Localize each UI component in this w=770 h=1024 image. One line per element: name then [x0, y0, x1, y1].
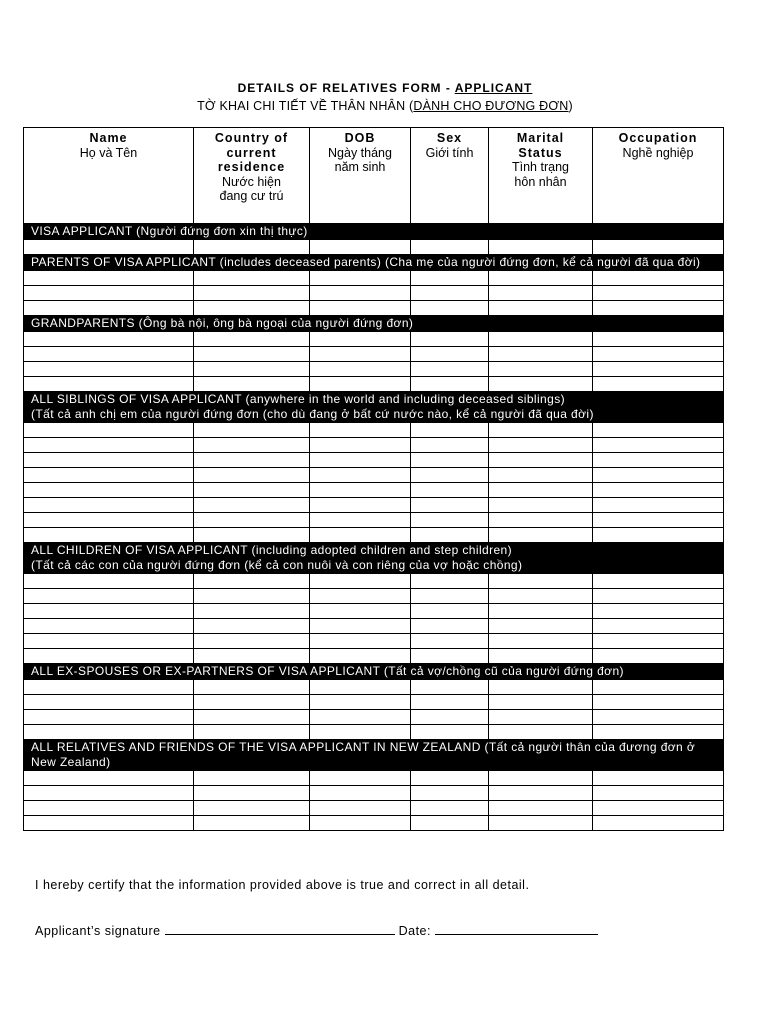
entry-cell[interactable]	[24, 786, 194, 801]
entry-cell[interactable]	[593, 438, 724, 453]
entry-cell[interactable]	[194, 332, 310, 347]
entry-cell[interactable]	[489, 498, 593, 513]
entry-cell[interactable]	[310, 513, 411, 528]
entry-cell[interactable]	[24, 468, 194, 483]
entry-row	[24, 801, 724, 816]
entry-cell[interactable]	[593, 528, 724, 543]
entry-row	[24, 695, 724, 710]
entry-cell[interactable]	[24, 240, 194, 255]
entry-cell[interactable]	[489, 680, 593, 695]
entry-cell[interactable]	[24, 332, 194, 347]
entry-row	[24, 468, 724, 483]
entry-cell[interactable]	[24, 695, 194, 710]
section-header	[24, 543, 724, 574]
section-header-row	[24, 224, 724, 240]
entry-cell[interactable]	[411, 362, 489, 377]
column-header-en: Country of current residence	[214, 131, 289, 174]
entry-cell[interactable]	[593, 286, 724, 301]
entry-cell[interactable]	[310, 604, 411, 619]
entry-cell[interactable]	[310, 771, 411, 786]
entry-cell[interactable]	[24, 574, 194, 589]
entry-cell[interactable]	[194, 710, 310, 725]
entry-cell[interactable]	[489, 589, 593, 604]
entry-cell[interactable]	[310, 786, 411, 801]
entry-row	[24, 438, 724, 453]
date-label: Date:	[398, 924, 431, 938]
entry-cell[interactable]	[411, 574, 489, 589]
entry-cell[interactable]	[24, 498, 194, 513]
entry-cell[interactable]	[310, 286, 411, 301]
entry-cell[interactable]	[593, 695, 724, 710]
entry-cell[interactable]	[489, 453, 593, 468]
entry-cell[interactable]	[593, 468, 724, 483]
section-header	[24, 224, 724, 240]
entry-cell[interactable]	[310, 589, 411, 604]
entry-cell[interactable]	[411, 771, 489, 786]
date-field[interactable]	[435, 923, 598, 935]
entry-cell[interactable]	[24, 634, 194, 649]
entry-row	[24, 710, 724, 725]
entry-cell[interactable]	[194, 589, 310, 604]
entry-row	[24, 619, 724, 634]
entry-cell[interactable]	[593, 680, 724, 695]
entry-cell[interactable]	[310, 649, 411, 664]
entry-cell[interactable]	[489, 301, 593, 316]
entry-cell[interactable]	[24, 604, 194, 619]
section-header	[24, 664, 724, 680]
section-header-row	[24, 664, 724, 680]
entry-cell[interactable]	[194, 286, 310, 301]
entry-cell[interactable]	[310, 332, 411, 347]
signature-line	[35, 923, 598, 938]
entry-cell[interactable]	[24, 483, 194, 498]
entry-cell[interactable]	[194, 680, 310, 695]
section-header-text: ALL CHILDREN OF VISA APPLICANT (including adopted children and step children)	[31, 543, 513, 557]
entry-cell[interactable]	[194, 301, 310, 316]
column-header-vi: Giới tính	[425, 145, 474, 160]
entry-cell[interactable]	[489, 786, 593, 801]
entry-cell[interactable]	[411, 786, 489, 801]
entry-cell[interactable]	[411, 634, 489, 649]
entry-cell[interactable]	[194, 468, 310, 483]
entry-row	[24, 513, 724, 528]
entry-cell[interactable]	[194, 453, 310, 468]
entry-row	[24, 240, 724, 255]
entry-cell[interactable]	[194, 695, 310, 710]
entry-cell[interactable]	[489, 634, 593, 649]
form-subtitle-suffix: )	[568, 99, 573, 113]
entry-cell[interactable]	[489, 362, 593, 377]
entry-cell[interactable]	[593, 710, 724, 725]
entry-cell[interactable]	[411, 619, 489, 634]
entry-cell[interactable]	[489, 347, 593, 362]
entry-cell[interactable]	[489, 649, 593, 664]
entry-row	[24, 771, 724, 786]
entry-cell[interactable]	[310, 453, 411, 468]
entry-cell[interactable]	[489, 468, 593, 483]
column-header-vi: Tình trạng hôn nhân	[512, 160, 569, 189]
section-header-text: ALL RELATIVES AND FRIENDS OF THE VISA APPLICANT IN NEW ZEALAND (Tất cả người thân của đương đơn ở New Zealand)	[31, 740, 696, 769]
entry-cell[interactable]	[489, 286, 593, 301]
entry-cell[interactable]	[310, 483, 411, 498]
form-subtitle-prefix: TỜ KHAI CHI TIẾT VỀ THÂN NHÂN (	[197, 99, 414, 113]
section-header-text: VISA APPLICANT (Người đứng đơn xin thị thực)	[31, 224, 308, 238]
entry-cell[interactable]	[593, 725, 724, 740]
entry-cell[interactable]	[411, 725, 489, 740]
entry-cell[interactable]	[593, 771, 724, 786]
form-title-prefix: DETAILS OF RELATIVES FORM -	[237, 81, 455, 95]
entry-row	[24, 483, 724, 498]
entry-cell[interactable]	[310, 634, 411, 649]
entry-cell[interactable]	[411, 453, 489, 468]
column-header-en: Marital Status	[516, 131, 565, 160]
entry-cell[interactable]	[24, 771, 194, 786]
entry-cell[interactable]	[411, 710, 489, 725]
entry-cell[interactable]	[593, 589, 724, 604]
entry-cell[interactable]	[194, 649, 310, 664]
entry-cell[interactable]	[310, 347, 411, 362]
entry-cell[interactable]	[411, 271, 489, 286]
column-header-en: Sex	[436, 131, 463, 145]
entry-cell[interactable]	[489, 377, 593, 392]
entry-cell[interactable]	[411, 301, 489, 316]
entry-cell[interactable]	[310, 710, 411, 725]
entry-cell[interactable]	[310, 695, 411, 710]
entry-cell[interactable]	[411, 801, 489, 816]
column-header-vi: Họ và Tên	[79, 145, 138, 160]
entry-cell[interactable]	[489, 483, 593, 498]
entry-cell[interactable]	[489, 240, 593, 255]
table-header-row	[24, 128, 724, 224]
entry-cell[interactable]	[489, 271, 593, 286]
entry-cell[interactable]	[24, 377, 194, 392]
entry-cell[interactable]	[24, 725, 194, 740]
section-header-row	[24, 392, 724, 423]
entry-cell[interactable]	[411, 695, 489, 710]
section-header-text: PARENTS OF VISA APPLICANT (includes deceased parents) (Cha mẹ của người đứng đơn, kể cả người đã qua đời)	[31, 255, 701, 269]
entry-cell[interactable]	[310, 498, 411, 513]
entry-cell[interactable]	[310, 468, 411, 483]
entry-cell[interactable]	[194, 801, 310, 816]
entry-cell[interactable]	[593, 513, 724, 528]
entry-row	[24, 816, 724, 831]
section-header	[24, 316, 724, 332]
entry-cell[interactable]	[489, 771, 593, 786]
entry-cell[interactable]	[411, 680, 489, 695]
entry-cell[interactable]	[310, 377, 411, 392]
entry-cell[interactable]	[24, 528, 194, 543]
entry-cell[interactable]	[593, 801, 724, 816]
entry-cell[interactable]	[593, 483, 724, 498]
entry-row	[24, 347, 724, 362]
section-header-row	[24, 316, 724, 332]
entry-cell[interactable]	[194, 771, 310, 786]
entry-cell[interactable]	[593, 498, 724, 513]
entry-row	[24, 271, 724, 286]
column-header-vi: Ngày tháng năm sinh	[328, 145, 392, 174]
entry-cell[interactable]	[489, 710, 593, 725]
entry-cell[interactable]	[310, 801, 411, 816]
entry-cell[interactable]	[194, 634, 310, 649]
entry-cell[interactable]	[310, 271, 411, 286]
entry-cell[interactable]	[24, 680, 194, 695]
entry-cell[interactable]	[24, 271, 194, 286]
section-header	[24, 255, 724, 271]
entry-cell[interactable]	[194, 438, 310, 453]
entry-cell[interactable]	[194, 271, 310, 286]
entry-cell[interactable]	[411, 649, 489, 664]
entry-cell[interactable]	[24, 816, 194, 831]
column-header-en: DOB	[344, 131, 376, 145]
column-header-marital-status	[489, 128, 593, 224]
entry-row	[24, 528, 724, 543]
form-subtitle-underlined: DÀNH CHO ĐƯƠNG ĐƠN	[413, 99, 569, 113]
entry-row	[24, 301, 724, 316]
entry-cell[interactable]	[593, 271, 724, 286]
entry-cell[interactable]	[24, 710, 194, 725]
entry-cell[interactable]	[310, 725, 411, 740]
entry-cell[interactable]	[411, 498, 489, 513]
entry-row	[24, 574, 724, 589]
entry-cell[interactable]	[194, 786, 310, 801]
entry-cell[interactable]	[194, 513, 310, 528]
entry-cell[interactable]	[489, 528, 593, 543]
entry-cell[interactable]	[194, 528, 310, 543]
entry-cell[interactable]	[593, 362, 724, 377]
entry-cell[interactable]	[411, 347, 489, 362]
entry-cell[interactable]	[194, 574, 310, 589]
entry-cell[interactable]	[310, 528, 411, 543]
entry-cell[interactable]	[24, 801, 194, 816]
entry-cell[interactable]	[489, 816, 593, 831]
entry-cell[interactable]	[194, 725, 310, 740]
entry-cell[interactable]	[411, 423, 489, 438]
entry-cell[interactable]	[194, 619, 310, 634]
entry-cell[interactable]	[593, 301, 724, 316]
section-header-row	[24, 543, 724, 574]
entry-cell[interactable]	[411, 438, 489, 453]
signature-field[interactable]	[165, 923, 395, 935]
entry-row	[24, 377, 724, 392]
entry-row	[24, 362, 724, 377]
entry-cell[interactable]	[411, 332, 489, 347]
entry-cell[interactable]	[593, 347, 724, 362]
entry-cell[interactable]	[411, 377, 489, 392]
entry-cell[interactable]	[489, 423, 593, 438]
entry-row	[24, 498, 724, 513]
entry-cell[interactable]	[24, 423, 194, 438]
entry-row	[24, 634, 724, 649]
entry-cell[interactable]	[411, 528, 489, 543]
entry-row	[24, 649, 724, 664]
entry-cell[interactable]	[411, 286, 489, 301]
entry-cell[interactable]	[194, 498, 310, 513]
entry-cell[interactable]	[310, 574, 411, 589]
entry-row	[24, 453, 724, 468]
form-subtitle	[0, 99, 770, 113]
column-header-sex	[411, 128, 489, 224]
entry-cell[interactable]	[194, 362, 310, 377]
entry-row	[24, 423, 724, 438]
entry-cell[interactable]	[593, 423, 724, 438]
entry-row	[24, 332, 724, 347]
entry-cell[interactable]	[24, 438, 194, 453]
entry-cell[interactable]	[593, 619, 724, 634]
entry-cell[interactable]	[194, 483, 310, 498]
entry-cell[interactable]	[24, 347, 194, 362]
entry-cell[interactable]	[489, 438, 593, 453]
entry-cell[interactable]	[593, 332, 724, 347]
section-header-text: (Tất cả các con của người đứng đơn (kể cả con nuôi và con riêng của vợ hoặc chồng)	[31, 558, 523, 572]
entry-cell[interactable]	[411, 483, 489, 498]
column-header-en: Occupation	[618, 131, 698, 145]
column-header-name	[24, 128, 194, 224]
entry-cell[interactable]	[194, 816, 310, 831]
entry-cell[interactable]	[194, 240, 310, 255]
entry-row	[24, 589, 724, 604]
column-header-country	[194, 128, 310, 224]
entry-cell[interactable]	[489, 801, 593, 816]
entry-cell[interactable]	[593, 453, 724, 468]
entry-cell[interactable]	[411, 240, 489, 255]
column-header-vi: Nước hiện đang cư trú	[219, 174, 284, 203]
entry-cell[interactable]	[489, 513, 593, 528]
entry-cell[interactable]	[24, 649, 194, 664]
entry-row	[24, 725, 724, 740]
entry-cell[interactable]	[194, 347, 310, 362]
relatives-table	[23, 127, 724, 831]
entry-cell[interactable]	[411, 513, 489, 528]
form-title-underlined: APPLICANT	[454, 81, 533, 95]
entry-cell[interactable]	[593, 240, 724, 255]
entry-cell[interactable]	[24, 589, 194, 604]
entry-cell[interactable]	[593, 786, 724, 801]
entry-row	[24, 680, 724, 695]
section-header-text: ALL SIBLINGS OF VISA APPLICANT (anywhere in the world and including deceased siblings)	[31, 392, 565, 406]
entry-cell[interactable]	[310, 362, 411, 377]
column-header-dob	[310, 128, 411, 224]
entry-cell[interactable]	[310, 619, 411, 634]
entry-cell[interactable]	[310, 680, 411, 695]
entry-row	[24, 286, 724, 301]
column-header-vi: Nghề nghiệp	[622, 145, 694, 160]
entry-cell[interactable]	[24, 453, 194, 468]
entry-cell[interactable]	[593, 649, 724, 664]
column-header-en: Name	[89, 131, 128, 145]
entry-cell[interactable]	[593, 574, 724, 589]
entry-cell[interactable]	[24, 362, 194, 377]
column-header-occupation	[593, 128, 724, 224]
entry-cell[interactable]	[310, 423, 411, 438]
entry-cell[interactable]	[194, 604, 310, 619]
entry-cell[interactable]	[194, 423, 310, 438]
entry-cell[interactable]	[24, 513, 194, 528]
entry-cell[interactable]	[24, 301, 194, 316]
section-header-text: ALL EX-SPOUSES OR EX-PARTNERS OF VISA APPLICANT (Tất cả vợ/chồng cũ của người đứng đơn)	[31, 664, 624, 678]
entry-row	[24, 604, 724, 619]
entry-cell[interactable]	[593, 377, 724, 392]
entry-cell[interactable]	[593, 634, 724, 649]
entry-cell[interactable]	[489, 695, 593, 710]
entry-cell[interactable]	[489, 725, 593, 740]
entry-cell[interactable]	[411, 604, 489, 619]
section-header-row	[24, 255, 724, 271]
entry-row	[24, 786, 724, 801]
section-header	[24, 392, 724, 423]
entry-cell[interactable]	[24, 286, 194, 301]
section-header-row	[24, 740, 724, 771]
entry-cell[interactable]	[310, 240, 411, 255]
signature-label: Applicant’s signature	[35, 924, 161, 938]
entry-cell[interactable]	[411, 816, 489, 831]
entry-cell[interactable]	[310, 301, 411, 316]
entry-cell[interactable]	[593, 816, 724, 831]
entry-cell[interactable]	[24, 619, 194, 634]
section-header	[24, 740, 724, 771]
certification-statement: I hereby certify that the information provided above is true and correct in all detail.	[35, 878, 530, 892]
entry-cell[interactable]	[489, 332, 593, 347]
entry-cell[interactable]	[411, 589, 489, 604]
entry-cell[interactable]	[489, 574, 593, 589]
form-title	[0, 81, 770, 95]
entry-cell[interactable]	[489, 619, 593, 634]
entry-cell[interactable]	[489, 604, 593, 619]
entry-cell[interactable]	[310, 438, 411, 453]
entry-cell[interactable]	[411, 468, 489, 483]
entry-cell[interactable]	[310, 816, 411, 831]
entry-cell[interactable]	[194, 377, 310, 392]
entry-cell[interactable]	[593, 604, 724, 619]
section-header-text: (Tất cả anh chị em của người đứng đơn (cho dù đang ở bất cứ nước nào, kể cả người đã qua đời)	[31, 407, 594, 421]
section-header-text: GRANDPARENTS (Ông bà nội, ông bà ngoại của người đứng đơn)	[31, 316, 414, 330]
